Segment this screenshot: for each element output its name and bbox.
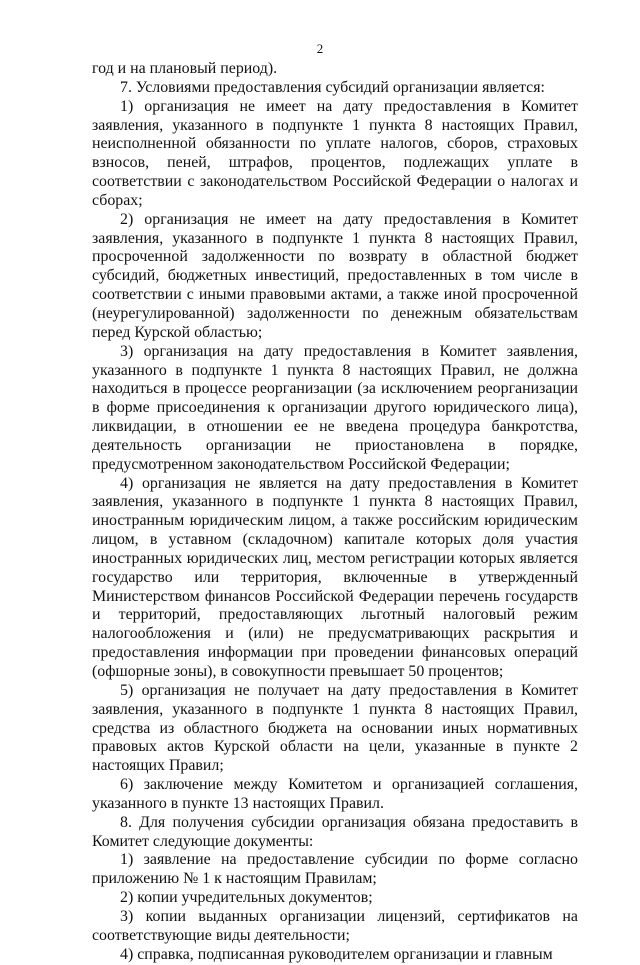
document-body — [92, 60, 578, 965]
paragraph-condition-5: 5) организация не получает на дату предоставления в Комитет заявления, указанного в подпункте 1 пункта 8 настоящих Правил, средства из областного бюджета на основании иных нормативных правовых актов Курской области на цели, указанные в пункте 2 настоящих Правил; — [92, 681, 578, 775]
paragraph-condition-3: 3) организация на дату предоставления в Комитет заявления, указанного в подпункте 1 пункта 8 настоящих Правил, не должна находиться в процессе реорганизации (за исключением реорганизации в форме присоединения к организации другого юридического лица), ликвидации, в отношении ее не введена процедура банкротства, деятельность организации не приостановлена в порядке, предусмотренном законодательством Российской Федерации; — [92, 342, 578, 473]
paragraph-document-2: 2) копии учредительных документов; — [120, 889, 373, 907]
paragraph-clause-8: 8. Для получения субсидии организация обязана предоставить в Комитет следующие документы: — [92, 813, 578, 850]
paragraph-condition-2: 2) организация не имеет на дату предоставления в Комитет заявления, указанного в подпункте 1 пункта 8 настоящих Правил, просроченной задолженности по возврату в областной бюджет субсидий, бюджетных инвестиций, предоставленных в том числе в соответствии с иными правовыми актами, а также иной просроченной (неурегулированной) задолженности по денежным обязательствам перед Курской областью; — [92, 210, 578, 341]
paragraph-continuation: год и на плановый период). — [92, 60, 278, 77]
paragraph-document-3: 3) копии выданных организации лицензий, сертификатов на соответствующие виды деятельности; — [92, 907, 578, 944]
page-number: 2 — [316, 41, 324, 56]
paragraph-clause-7: 7. Условиями предоставления субсидий организации является: — [120, 78, 545, 96]
paragraph-condition-1: 1) организация не имеет на дату предоставления в Комитет заявления, указанного в подпункте 1 пункта 8 настоящих Правил, неисполненной обязанности по уплате налогов, сборов, страховых взносов, пеней, штрафов, процентов, подлежащих уплате в соответствии с законодательством Российской Федерации о налогах и сборах; — [92, 97, 578, 209]
paragraph-document-4: 4) справка, подписанная руководителем организации и главным — [120, 945, 553, 963]
paragraph-condition-6: 6) заключение между Комитетом и организацией соглашения, указанного в пункте 13 настоящих Правил. — [92, 776, 578, 812]
paragraph-document-1: 1) заявление на предоставление субсидии по форме согласно приложению № 1 к настоящим Правилам; — [92, 851, 578, 888]
paragraph-condition-4: 4) организация не является на дату предоставления в Комитет заявления, указанного в подпункте 1 пункта 8 настоящих Правил, иностранным юридическим лицом, а также российским юридическим лицом, в уставном (складочном) капитале которых доля участия иностранных юридических лиц, местом регистрации которых является государство или территория, включенные в утвержденный Министерством финансов Российской Федерации перечень государств и территорий, предоставляющих льготный налоговый режим налогообложения и (или) не предусматривающих раскрытия и предоставления информации при проведении финансовых операций (офшорные зоны), в совокупности превышает 50 процентов; — [92, 474, 578, 680]
